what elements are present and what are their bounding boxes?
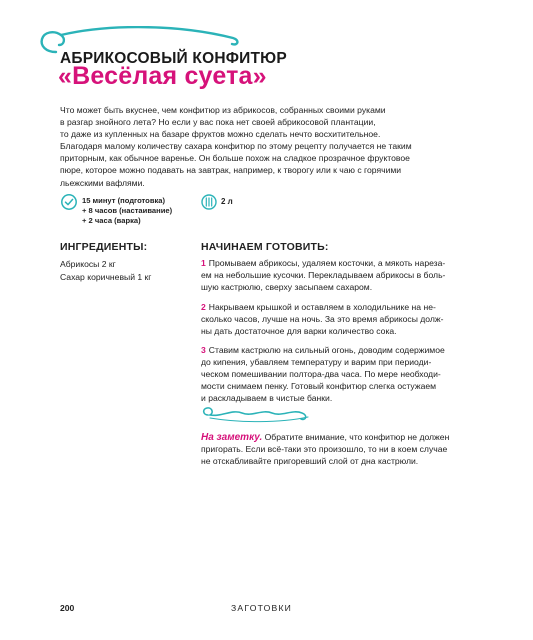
yield-amount: 2 л bbox=[221, 197, 233, 206]
note-line bbox=[201, 432, 471, 444]
step-line bbox=[201, 345, 471, 357]
clock-icon bbox=[60, 193, 78, 211]
time-prep: 15 минут (подготовка) bbox=[82, 196, 166, 205]
intro-line: то даже из купленных на базаре фруктов можно сделать нечто восхитительное. bbox=[60, 129, 381, 140]
step-number: 1 bbox=[201, 258, 206, 268]
intro-line: Благодаря малому количеству сахара конфитюр по этому рецепту получается не таким bbox=[60, 141, 412, 152]
step-1 bbox=[201, 258, 471, 294]
ingredient-item: Сахар коричневый 1 кг bbox=[60, 272, 152, 282]
step-2 bbox=[201, 302, 471, 338]
note-text: Обратите внимание, что конфитюр не должен bbox=[264, 432, 450, 442]
note-block bbox=[201, 432, 471, 468]
step-3 bbox=[201, 345, 471, 405]
steps-heading: НАЧИНАЕМ ГОТОВИТЬ: bbox=[201, 241, 329, 253]
note-line: пригорать. Если всё-таки это произошло, то ни в коем случае bbox=[201, 443, 448, 454]
intro-line: Что может быть вкуснее, чем конфитюр из абрикосов, собранных своими руками bbox=[60, 105, 386, 115]
step-line: шую кастрюлю, сверху засыпаем сахаром. bbox=[201, 281, 373, 292]
step-number: 2 bbox=[201, 301, 206, 312]
ingredient-item: Абрикосы 2 кг bbox=[60, 259, 116, 269]
step-line: ны дать достаточное для варки количество сока. bbox=[201, 325, 397, 336]
step-line: сколько часов, лучше на ночь. За это время абрикосы долж- bbox=[201, 313, 444, 324]
intro-line: льежскими вафлями. bbox=[60, 177, 145, 188]
recipe-subtitle: АБРИКОСОВЫЙ КОНФИТЮР bbox=[60, 50, 287, 67]
step-text: Ставим кастрюлю на сильный огонь, доводим содержимое bbox=[208, 345, 445, 356]
section-title: ЗАГОТОВКИ bbox=[231, 603, 293, 613]
step-line: и раскладываем в чистые банки. bbox=[201, 393, 333, 404]
jar-icon bbox=[201, 193, 217, 211]
step-line bbox=[201, 258, 471, 270]
ingredients-list bbox=[60, 258, 151, 284]
intro-line: пюре, которое можно подавать на завтрак, например, к творогу или к чаю с горячими bbox=[60, 165, 402, 176]
note-line: не отскабливайте пригоревший слой от дна кастрюли. bbox=[201, 455, 419, 466]
step-number: 3 bbox=[201, 345, 206, 356]
intro-paragraph bbox=[60, 104, 455, 189]
step-line: ческом помешивании полтора-два часа. По мере необходи- bbox=[201, 369, 441, 380]
cooking-time bbox=[82, 196, 172, 227]
step-line bbox=[201, 302, 471, 314]
intro-line: в разгар знойного лета? Но если у вас пока нет своей абрикосовой плантации, bbox=[60, 117, 376, 128]
recipe-title: «Весёлая суета» bbox=[58, 62, 267, 90]
step-line: мости снимаем пенку. Готовый конфитюр слегка остужаем bbox=[201, 381, 437, 392]
steps-list bbox=[201, 258, 471, 413]
ingredients-heading: ИНГРЕДИЕНТЫ: bbox=[60, 241, 148, 253]
step-text: Накрываем крышкой и оставляем в холодильнике на не- bbox=[208, 301, 436, 312]
step-line: до кипения, убавляем температуру и варим при периоди- bbox=[201, 357, 432, 368]
page-number: 200 bbox=[60, 603, 75, 613]
swirl-ornament-middle bbox=[200, 405, 315, 427]
step-text: Промываем абрикосы, удаляем косточки, а мякоть нареза- bbox=[208, 258, 446, 268]
step-line: ем на небольшие кусочки. Перекладываем абрикосы в боль- bbox=[201, 269, 446, 280]
intro-line: приторным, как обычное варенье. Он больше похож на сладкое прозрачное фруктовое bbox=[60, 153, 410, 164]
time-rest: + 8 часов (настаивание) bbox=[82, 206, 173, 216]
time-cook: + 2 часа (варка) bbox=[82, 216, 141, 226]
note-label: На заметку. bbox=[201, 432, 263, 443]
